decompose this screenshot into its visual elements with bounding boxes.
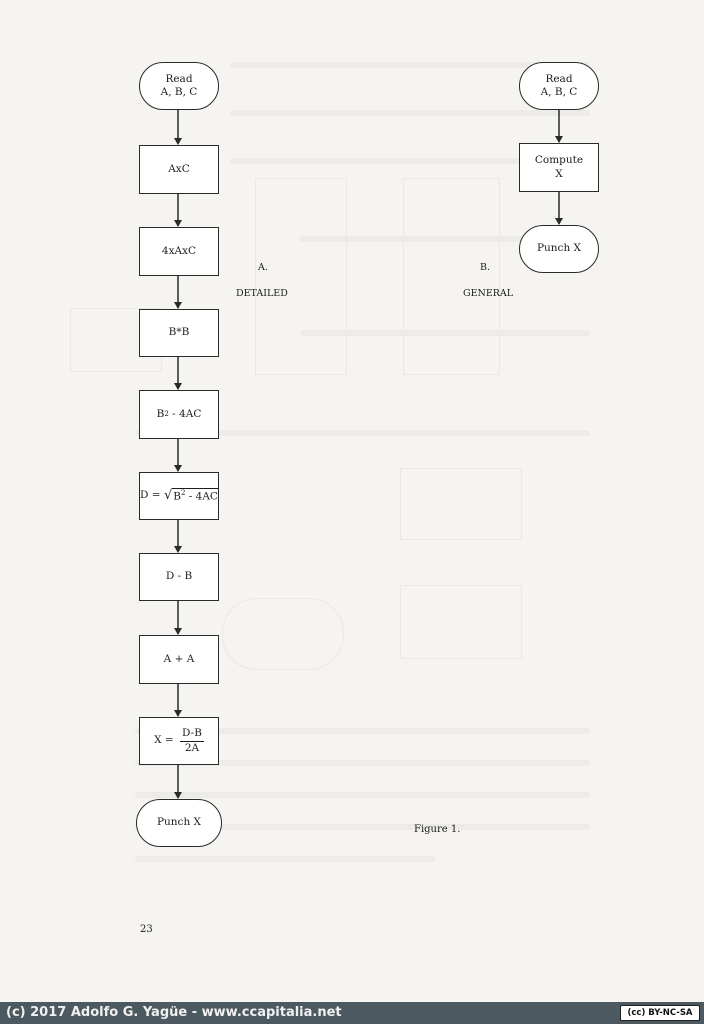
radical-sign: √	[163, 487, 173, 503]
step-b-squared: B*B	[139, 309, 219, 357]
root-base: B	[173, 490, 181, 503]
step-compute-x	[139, 717, 219, 765]
general-compute-step: Compute X	[519, 143, 599, 192]
read-terminal: Read A, B, C	[139, 62, 219, 110]
license-badge: (cc) BY-NC-SA	[620, 1005, 700, 1021]
page-number: 23	[140, 924, 153, 935]
step-a-plus-a: A + A	[139, 635, 219, 684]
copyright-footer: (c) 2017 Adolfo G. Yagüe - www.ccapitalia.net	[0, 1002, 704, 1024]
discriminant-rest: - 4AC	[168, 407, 202, 420]
fraction-numerator: D-B	[180, 727, 204, 741]
punch-terminal: Punch X	[136, 799, 222, 847]
figure-caption: Figure 1.	[414, 824, 461, 835]
discriminant-base: B	[156, 407, 165, 420]
root-prefix: D =	[140, 489, 164, 502]
root-exponent: 2	[180, 489, 186, 498]
general-read-terminal: Read A, B, C	[519, 62, 599, 110]
detailed-title: DETAILED	[236, 288, 288, 299]
step-4xaxc: 4xAxC	[139, 227, 219, 276]
detailed-letter: A.	[258, 262, 268, 273]
x-equals: X =	[154, 734, 178, 747]
general-letter: B.	[480, 262, 491, 273]
step-axc: AxC	[139, 145, 219, 194]
step-square-root	[139, 472, 219, 520]
general-punch-terminal: Punch X	[519, 225, 599, 273]
fraction-denominator: 2A	[184, 741, 200, 754]
root-rest: - 4AC	[185, 490, 218, 503]
general-title: GENERAL	[463, 288, 514, 299]
step-discriminant	[139, 390, 219, 439]
discriminant-exponent: 2	[164, 410, 169, 419]
step-d-minus-b: D - B	[139, 553, 219, 601]
